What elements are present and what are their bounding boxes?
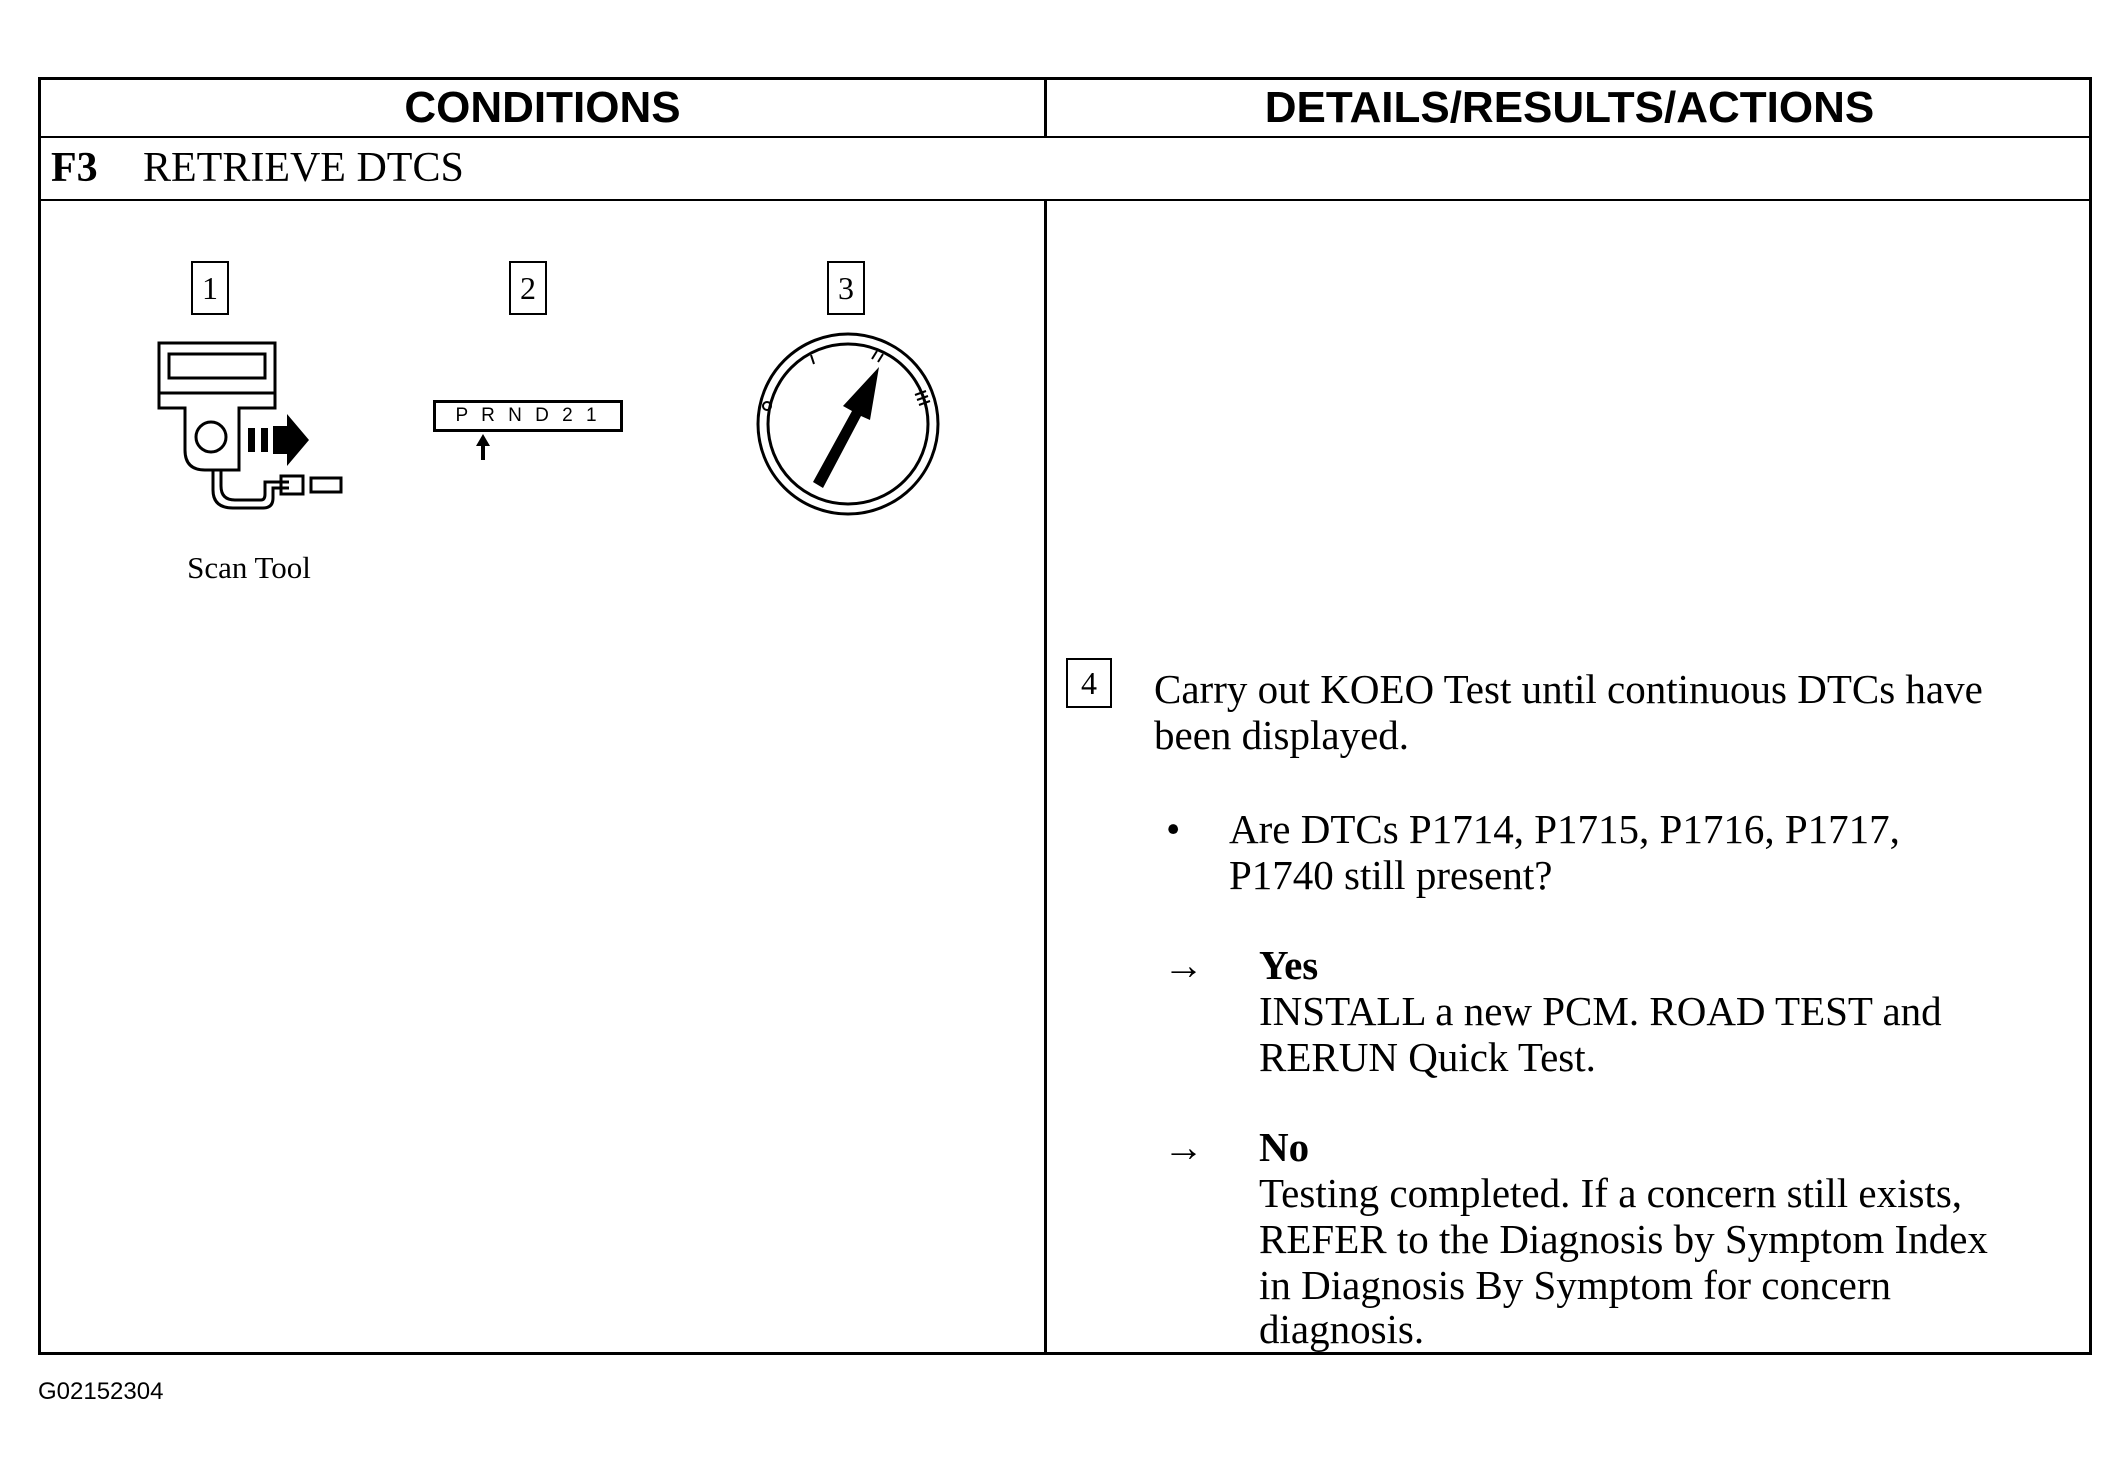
procedure-table [38,77,2092,1355]
yes-label: Yes [1259,942,1319,988]
details-header: DETAILS/RESULTS/ACTIONS [1264,83,1875,132]
question-line-1: Are DTCs P1714, P1715, P1716, P1717, [1229,806,1900,852]
yes-line-2: RERUN Quick Test. [1259,1034,1596,1080]
figure-id: G02152304 [38,1378,164,1405]
no-line-2: REFER to the Diagnosis by Symptom Index [1259,1216,1988,1262]
step-1-box: 1 [191,261,229,315]
no-label: No [1259,1124,1310,1170]
yes-line-1: INSTALL a new PCM. ROAD TEST and [1259,988,1942,1034]
instruction-line-1: Carry out KOEO Test until continuous DTCs have [1154,666,1983,712]
scan-tool-icon [111,340,351,530]
no-arrow: → [1163,1124,1204,1170]
no-line-1: Testing completed. If a concern still exists, [1259,1170,1963,1216]
no-line-4: diagnosis. [1259,1306,1425,1352]
section-title: RETRIEVE DTCS [143,145,464,191]
section-title-row [51,137,464,199]
instruction-line-2: been displayed. [1154,712,1410,758]
conditions-header: CONDITIONS [404,83,681,132]
gear-selector-icon: P R N D 2 1 [433,400,623,432]
yes-arrow: → [1163,942,1204,988]
section-code: F3 [51,145,98,191]
arrow-up-icon [475,432,491,462]
question-line-2: P1740 still present? [1229,852,1553,898]
step-4-box: 4 [1066,658,1112,708]
scan-tool-caption: Scan Tool [187,550,311,585]
step-3-box: 3 [827,261,865,315]
no-line-3: in Diagnosis By Symptom for concern [1259,1262,1892,1308]
section-divider [41,199,2089,201]
ignition-switch-icon [755,331,941,517]
question-bullet: • [1166,806,1181,852]
step-2-box: 2 [509,261,547,315]
column-divider [1044,199,1047,1355]
